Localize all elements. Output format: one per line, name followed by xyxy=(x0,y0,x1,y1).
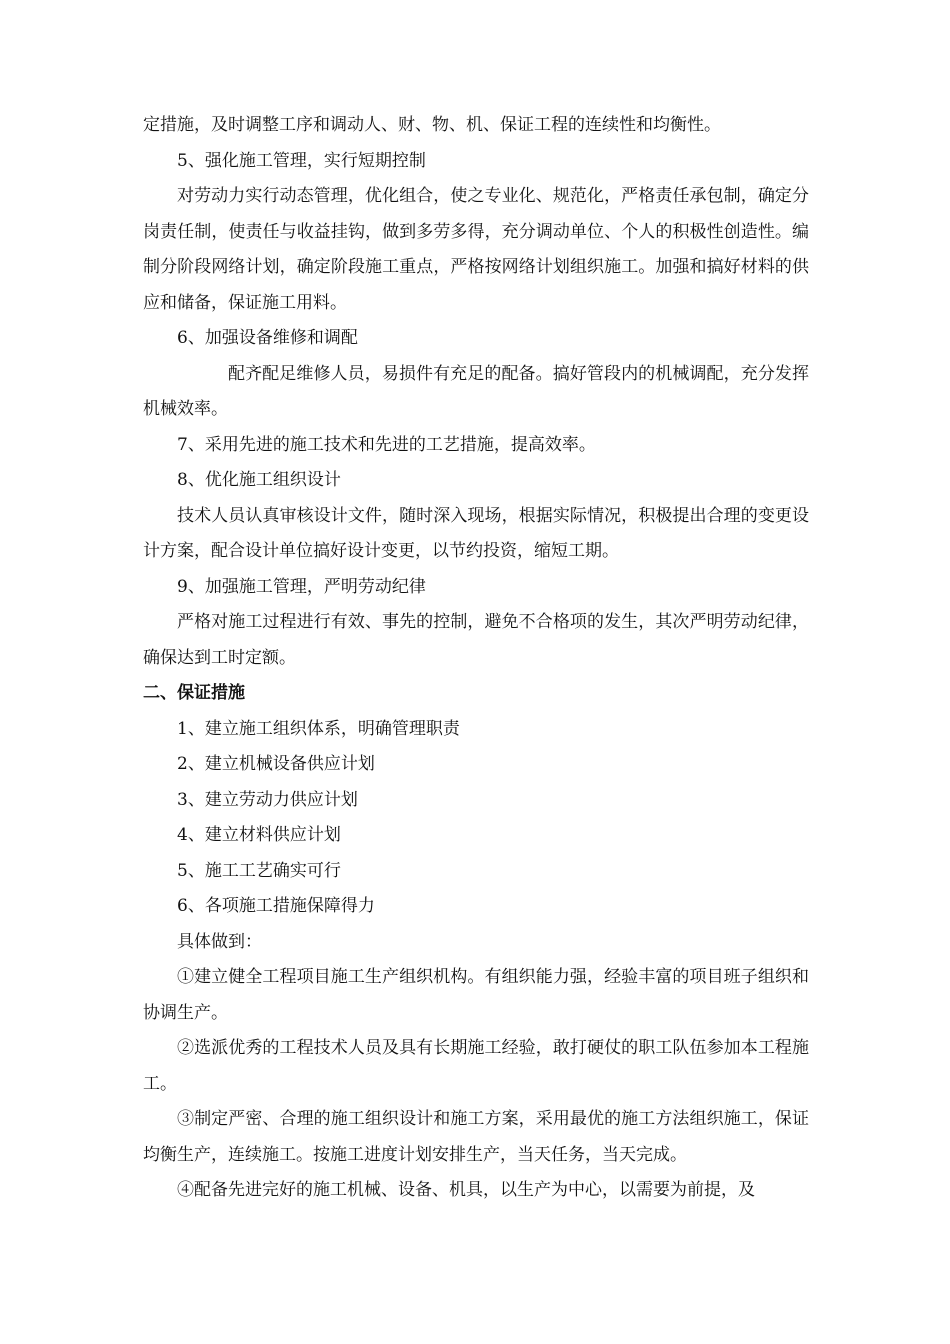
list-item: 6、各项施工措施保障得力 xyxy=(177,896,375,916)
section-heading: 二、保证措施 xyxy=(143,683,245,703)
item-heading-6: 6、加强设备维修和调配 xyxy=(177,328,358,348)
list-item: 1、建立施工组织体系，明确管理职责 xyxy=(177,718,460,739)
circled-item-1: ①建立健全工程项目施工生产组织机构。有组织能力强，经验丰富的项目班子组织和协调生产。 xyxy=(143,967,809,1023)
list-item: 4、建立材料供应计划 xyxy=(177,825,341,845)
item-heading-9: 9、加强施工管理，严明劳动纪律 xyxy=(177,576,426,597)
paragraph-labor-management: 对劳动力实行动态管理，优化组合，使之专业化、规范化，严格责任承包制，确定分岗责任制，使责任与收益挂钩，做到多劳多得，充分调动单位、个人的积极性创造性。编制分阶段网络计划，确定阶段施工重点，严格按网络计划组织施工。加强和搞好材料的供应和储备，保证施工用料。 xyxy=(143,186,809,313)
circled-item-2: ②选派优秀的工程技术人员及具有长期施工经验，敢打硬仗的职工队伍参加本工程施工。 xyxy=(143,1038,809,1094)
document-body xyxy=(143,108,809,1209)
list-item: 2、建立机械设备供应计划 xyxy=(177,754,375,774)
item-heading-8: 8、优化施工组织设计 xyxy=(177,470,341,490)
list-item: 3、建立劳动力供应计划 xyxy=(177,789,358,810)
item-heading-7: 7、采用先进的施工技术和先进的工艺措施，提高效率。 xyxy=(177,434,596,455)
paragraph-continuation: 定措施，及时调整工序和调动人、财、物、机、保证工程的连续性和均衡性。 xyxy=(143,115,721,135)
paragraph-discipline: 严格对施工过程进行有效、事先的控制，避免不合格项的发生，其次严明劳动纪律，确保达到工时定额。 xyxy=(143,612,809,668)
list-item: 5、施工工艺确实可行 xyxy=(177,860,341,881)
circled-item-3: ③制定严密、合理的施工组织设计和施工方案，采用最优的施工方法组织施工，保证均衡生产，连续施工。按施工进度计划安排生产，当天任务，当天完成。 xyxy=(143,1109,809,1165)
circled-item-4: ④配备先进完好的施工机械、设备、机具，以生产为中心，以需要为前提，及 xyxy=(177,1180,755,1200)
paragraph-equipment: 配齐配足维修人员，易损件有充足的配备。搞好管段内的机械调配，充分发挥机械效率。 xyxy=(143,363,809,419)
specifics-intro: 具体做到： xyxy=(177,931,262,952)
item-heading-5: 5、强化施工管理，实行短期控制 xyxy=(177,150,426,171)
paragraph-design: 技术人员认真审核设计文件，随时深入现场，根据实际情况，积极提出合理的变更设计方案，配合设计单位搞好设计变更，以节约投资，缩短工期。 xyxy=(143,505,809,561)
